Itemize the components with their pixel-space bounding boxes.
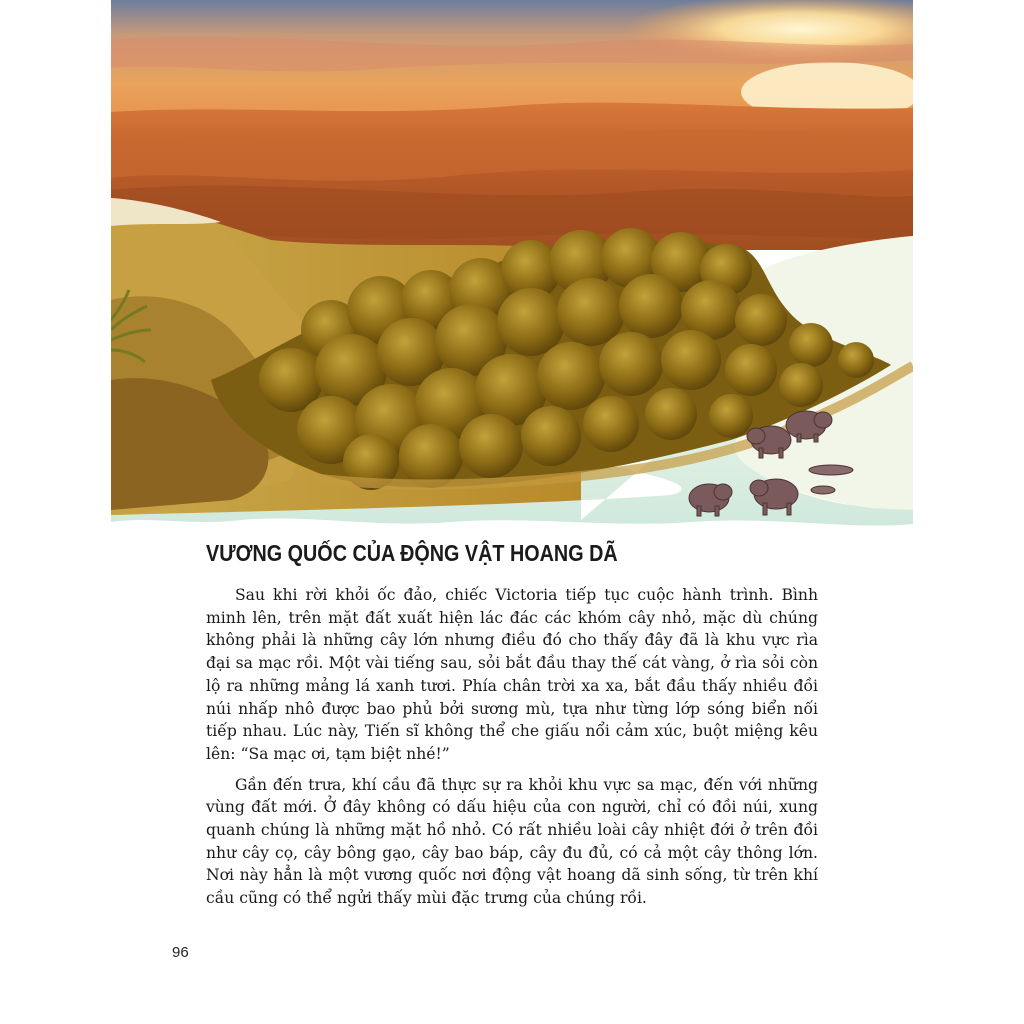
paragraph-1: Sau khi rời khỏi ốc đảo, chiếc Victoria tiếp tục cuộc hành trình. Bình minh lên, trên mặt đất xuất hiện lác đác các khóm cây nhỏ, mặc dù chúng không phải là những cây lớn nhưng điều đó cho thấy đây đã là khu vực rìa đại sa mạc rồi. Một vài tiếng sau, sỏi bắt đầu thay thế cát vàng, ở rìa sỏi còn lộ ra những mảng lá xanh tươi. Phía chân trời xa xa, bắt đầu thấy nhiều đồi núi nhấp nhô được bao phủ bởi sương mù, tựa như từng lớp sóng biển nối tiếp nhau. Lúc này, Tiến sĩ không thể che giấu nổi cảm xúc, buột miệng kêu lên: “Sa mạc ơi, tạm biệt nhé!” [206,586,818,763]
paragraph-2: Gần đến trưa, khí cầu đã thực sự ra khỏi khu vực sa mạc, đến với những vùng đất mới. Ở đây không có dấu hiệu của con người, chỉ có đồi núi, xung quanh chúng là những mặt hồ nhỏ. Có rất nhiều loài cây nhiệt đới ở trên đồi như cây cọ, cây bông gạo, cây bao báp, cây đu đủ, có cả một cây thông lớn. Nơi này hẳn là một vương quốc nơi động vật hoang dã sinh sống, từ trên khí cầu cũng có thể ngửi thấy mùi đặc trưng của chúng rồi. [206,775,818,908]
savanna-illustration [111,0,913,533]
page-number: 96 [172,944,189,961]
chapter-heading: VƯƠNG QUỐC CỦA ĐỘNG VẬT HOANG DÃ [206,540,618,566]
body-text [206,584,818,918]
